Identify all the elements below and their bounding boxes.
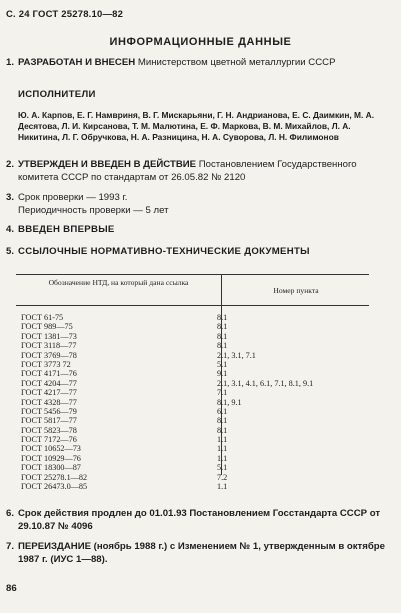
clause-numbers: 8.1 — [217, 425, 228, 435]
document-designation: ГОСТ 26473.0—85 — [21, 482, 88, 492]
executors-label: ИСПОЛНИТЕЛИ — [18, 89, 96, 100]
clause-numbers: 8.1 — [217, 331, 228, 341]
section-number: 3. — [6, 192, 15, 203]
review-term: Срок проверки — 1993 г. — [18, 192, 128, 203]
table-row — [16, 369, 369, 378]
review-period: Периодичность проверки — 5 лет — [18, 204, 169, 216]
table-row — [16, 332, 369, 341]
page-number: 86 — [6, 583, 17, 594]
table-row — [16, 379, 369, 388]
table-row — [16, 444, 369, 453]
document-designation: ГОСТ 18300—87 — [21, 463, 81, 473]
clause-numbers: 9.1 — [217, 369, 228, 379]
document-designation: ГОСТ 3769—78 — [21, 350, 77, 360]
section-3 — [6, 192, 390, 217]
section-6 — [6, 508, 390, 533]
table-row — [16, 426, 369, 435]
table-row — [16, 416, 369, 425]
document-designation: ГОСТ 4328—77 — [21, 397, 77, 407]
table-row — [16, 341, 369, 350]
column-header-document: Обозначение НТД, на который дана ссылка — [48, 278, 189, 287]
table-header — [16, 274, 369, 306]
document-designation: ГОСТ 5456—79 — [21, 406, 77, 416]
clause-numbers: 1.1 — [217, 435, 228, 445]
table-row — [16, 398, 369, 407]
section-5 — [6, 246, 390, 259]
document-designation: ГОСТ 4171—76 — [21, 369, 77, 379]
document-designation: ГОСТ 7172—76 — [21, 435, 77, 445]
document-designation: ГОСТ 989—75 — [21, 322, 73, 332]
section-heading: ВВЕДЕН ВПЕРВЫЕ — [18, 224, 115, 235]
clause-numbers: 1.1 — [217, 444, 228, 454]
clause-numbers: 7.2 — [217, 472, 228, 482]
document-designation: ГОСТ 10652—73 — [21, 444, 81, 454]
section-7 — [6, 541, 390, 566]
clause-numbers: 2.1, 3.1, 4.1, 6.1, 7.1, 8.1, 9.1 — [217, 378, 314, 388]
section-text: Постановлением Государственного комитета СССР по стандартам от 26.05.82 № 2120 — [18, 159, 357, 183]
clause-numbers: 7.1 — [217, 388, 228, 398]
section-number: 7. — [6, 541, 15, 552]
document-designation: ГОСТ 25278.1—82 — [21, 472, 88, 482]
section-text: Министерством цветной металлургии СССР — [135, 57, 336, 68]
document-designation: ГОСТ 61-75 — [21, 313, 64, 322]
table-row — [16, 463, 369, 472]
clause-numbers: 5.1 — [217, 463, 228, 473]
column-header-clause: Номер пункта — [221, 275, 370, 305]
section-number: 2. — [6, 159, 15, 170]
section-1 — [6, 57, 390, 70]
document-designation: ГОСТ 4217—77 — [21, 388, 77, 398]
page-header: С. 24 ГОСТ 25278.10—82 — [6, 9, 124, 20]
table-row — [16, 388, 369, 397]
section-number: 4. — [6, 224, 15, 235]
clause-numbers: 1.1 — [217, 453, 228, 463]
clause-numbers: 6.1 — [217, 406, 228, 416]
table-row — [16, 473, 369, 482]
clause-numbers: 8.1 — [217, 341, 228, 351]
reference-table — [16, 274, 369, 491]
clause-numbers: 8.1 — [217, 322, 228, 332]
section-text: Срок действия продлен до 01.01.93 Постановлением Госстандарта СССР от 29.10.87 № 4096 — [18, 508, 381, 532]
document-designation: ГОСТ 4204—77 — [21, 378, 77, 388]
section-heading: ПЕРЕИЗДАНИЕ — [18, 541, 91, 552]
clause-numbers: 2.1, 3.1, 7.1 — [217, 350, 256, 360]
section-number: 5. — [6, 246, 15, 257]
section-4 — [6, 224, 390, 237]
table-row — [16, 322, 369, 331]
table-row — [16, 482, 369, 491]
clause-numbers: 8.1 — [217, 313, 228, 322]
section-heading: УТВЕРЖДЕН И ВВЕДЕН В ДЕЙСТВИЕ — [18, 159, 197, 170]
authors-block — [6, 110, 390, 144]
document-designation: ГОСТ 1381—73 — [21, 331, 77, 341]
table-row — [16, 351, 369, 360]
section-number: 1. — [6, 57, 15, 68]
authors-list: Ю. А. Карпов, Е. Г. Намвриня, В. Г. Мискарьяни, Г. Н. Андрианова, Е. С. Даимкин, М. А. Десятова, Л. И. Кирсанова, Т. М. Малютина, Е. Ф. Маркова, В. М. Михайлов, Л. А. Никитина, Л. Г. Обручкова, Н. А. Разницина, Н. А. Суворова, Л. Н. Филимонов — [18, 110, 375, 143]
table-row — [16, 360, 369, 369]
document-designation: ГОСТ 5823—78 — [21, 425, 77, 435]
document-designation: ГОСТ 10929—76 — [21, 453, 81, 463]
table-row — [16, 454, 369, 463]
clause-numbers: 1.1 — [217, 482, 228, 492]
table-row — [16, 313, 369, 322]
table-body — [16, 313, 369, 491]
clause-numbers: 8.1 — [217, 416, 228, 426]
page-title: ИНФОРМАЦИОННЫЕ ДАННЫЕ — [109, 36, 292, 48]
section-text: (ноябрь 1988 г.) с Изменением № 1, утвержденным в октябре 1987 г. (ИУС 1—88). — [18, 541, 385, 565]
section-number: 6. — [6, 508, 15, 519]
section-heading: РАЗРАБОТАН И ВНЕСЕН — [18, 57, 136, 68]
clause-numbers: 5.1 — [217, 359, 228, 369]
section-heading: ССЫЛОЧНЫЕ НОРМАТИВНО-ТЕХНИЧЕСКИЕ ДОКУМЕНТЫ — [18, 246, 310, 257]
executors-heading — [6, 89, 390, 102]
section-2 — [6, 159, 390, 184]
clause-numbers: 8.1, 9.1 — [217, 397, 242, 407]
table-row — [16, 435, 369, 444]
table-row — [16, 407, 369, 416]
document-designation: ГОСТ 5817—77 — [21, 416, 77, 426]
document-designation: ГОСТ 3773 72 — [21, 359, 71, 369]
document-designation: ГОСТ 3118—77 — [21, 341, 77, 351]
